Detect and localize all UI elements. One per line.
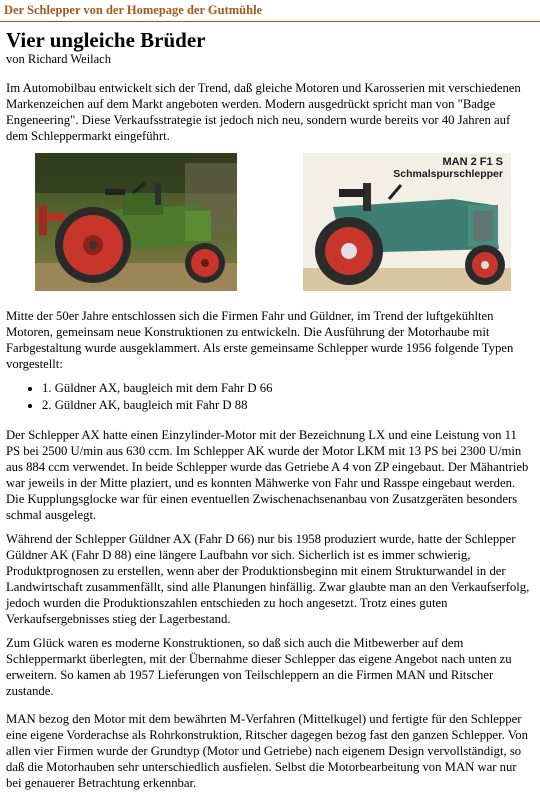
paragraph-competitors: Zum Glück waren es moderne Konstruktionen, so daß sich auch die Mitbewerber auf dem Schleppermarkt überlegten, mit der Übernahme dieser Schlepper das eigene Angebot nach unten zu erweitern. So kamen ab 1957 Lieferungen von Teilschleppern an die Firmen MAN und Ritscher zustande. — [6, 636, 512, 698]
photo-label-type: Schmalspurschlepper — [393, 168, 503, 180]
paragraph-production: Während der Schlepper Güldner AX (Fahr D 66) nur bis 1958 produziert wurde, hatte der Schlepper Güldner AK (Fahr D 88) eine längere Laufbahn vor sich. Sicherlich ist es immer schwierig, Produktprognosen zu erstellen, wenn aber der Produktionsbeginn mit einem Strukturwandel in der Landwirtschaft zusammenfällt, sind alle Planungen hinfällig. Zwar glaubte man an den Verkaufserfolg, jedoch wurden die Produktionszahlen entschieden zu hoch angesetzt. Trotz eines guten Verkaufsergebnisses stieg der Lagerbestand. — [6, 532, 530, 626]
article-title: Vier ungleiche Brüder — [6, 28, 206, 52]
model-list — [6, 380, 272, 414]
tractor-photo-man — [303, 153, 511, 291]
paragraph-man: MAN bezog den Motor mit dem bewährten M-Verfahren (Mittelkugel) und fertigte für den Schlepper eine eigene Vorderachse als Rohrkonstruktion, Ritscher dagegen bezog fast den ganzen Schlepper. Von allen vier Firmen wurde der Grundtyp (Motor und Getriebe) nach eigenem Design vervollständigt, so daß die Motorhauben sehr unterschiedlich ausfielen. Selbst die Motorbearbeitung von MAN war nur bei genauerer Betrachtung erkennbar. — [6, 712, 528, 790]
paragraph-engines: Der Schlepper AX hatte einen Einzylinder-Motor mit der Bezeichnung LX und eine Leistung von 11 PS bei 2500 U/min aus 630 ccm. Im Schlepper AK wurde der Motor LKM mit 13 PS bei 2300 U/min aus 884 ccm verwendet. In beide Schlepper wurde das Getriebe A 4 von ZP eingebaut. Der Mähantrieb war jeweils in der Mitte plaziert, und es konnten Mähwerke von Fahr und Rasspe eingebaut werden. Die Kupplungsglocke war für einen eventuellen Zwischenachsenanbau von Zusatzgeräten besonders schmal ausgelegt. — [6, 428, 529, 522]
header-divider — [0, 21, 540, 22]
photo-label-model: MAN 2 F1 S — [442, 156, 503, 168]
tractor-photo-guldner — [35, 153, 237, 291]
paragraph-fahr-gueldner: Mitte der 50er Jahre entschlossen sich die Firmen Fahr und Güldner, im Trend der luftgekühlten Motoren, gemeinsam neue Konstruktionen zu entwickeln. Die Ausführung der Motorhaube mit Farbgestaltung wurde ausgeklammert. Als erste gemeinsame Schlepper wurde 1956 folgende Typen vorgestellt: — [6, 309, 514, 371]
list-item: • 2. Güldner AK, baugleich mit Fahr D 88 — [42, 397, 272, 414]
list-item: • 1. Güldner AX, baugleich mit dem Fahr D 66 — [42, 380, 272, 397]
paragraph-intro: Im Automobilbau entwickelt sich der Trend, daß gleiche Motoren und Karosserien mit verschiedenen Markenzeichen auf dem Markt angeboten werden. Modern ausgedrückt spricht man von "Badge Engeneering". Diese Verkaufsstrategie ist jedoch nich neu, sondern wurde bereits vor 40 Jahren auf dem Schleppermarkt eingeführt. — [6, 81, 521, 143]
article-byline: von Richard Weilach — [6, 52, 111, 66]
site-header: Der Schlepper von der Homepage der Gutmühle — [4, 3, 263, 17]
